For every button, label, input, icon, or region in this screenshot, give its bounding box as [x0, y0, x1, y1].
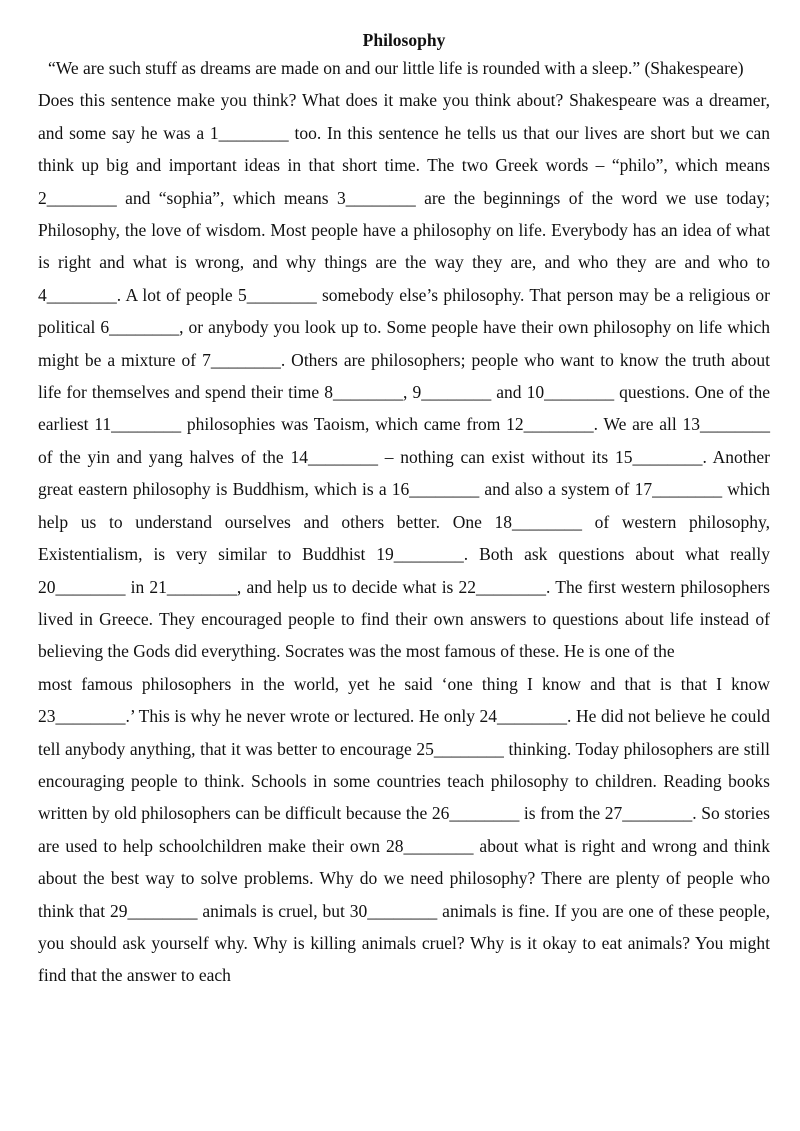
document-page	[38, 28, 770, 992]
paragraph-2: most famous philosophers in the world, yet he said ‘one thing I know and that is that I know 23________.’ This is why he never wrote or lectured. He only 24________. He did not believe he could tell anybody anything, that it was better to encourage 25________ thinking. Today philosophers are still encouraging people to think. Schools in some countries teach philosophy to children. Reading books written by old philosophers can be difficult because the 26________ is from the 27________. So stories are used to help schoolchildren make their own 28________ about what is right and wrong and think about the best way to solve problems. Why do we need philosophy? There are plenty of people who think that 29________ animals is cruel, but 30________ animals is fine. If you are one of these people, you should ask yourself why. Why is killing animals cruel? Why is it okay to eat animals? You might find that the answer to each	[38, 673, 770, 986]
opening-quote: “We are such stuff as dreams are made on and our little life is rounded with a sleep.” (Shakespeare)	[48, 58, 744, 78]
document-title: Philosophy	[362, 30, 446, 50]
paragraph-1: Does this sentence make you think? What does it make you think about? Shakespeare was a dreamer, and some say he was a 1________ too. In this sentence he tells us that our lives are short but we can think up big and important ideas in that short time. The two Greek words – “philo”, which means 2________ and “sophia”, which means 3________ are the beginnings of the word we use today; Philosophy, the love of wisdom. Most people have a philosophy on life. Everybody has an idea of what is right and what is wrong, and why things are the way they are, and who they are and who to 4________. A lot of people 5________ somebody else’s philosophy. That person may be a religious or political 6________, or anybody you look up to. Some people have their own philosophy on life which might be a mixture of 7________. Others are philosophers; people who want to know the truth about life for themselves and spend their time 8________, 9________ and 10________ questions. One of the earliest 11________ philosophies was Taoism, which came from 12________. We are all 13________ of the yin and yang halves of the 14________ – nothing can exist without its 15________. Another great eastern philosophy is Buddhism, which is a 16________ and also a system of 17________ which help us to understand ourselves and others better. One 18________ of western philosophy, Existentialism, is very similar to Buddhist 19________. Both ask questions about what really 20________ in 21________, and help us to decide what is 22________. The first western philosophers lived in Greece. They encouraged people to find their own answers to questions about life instead of believing the Gods did everything. Socrates was the most famous of these. He is one of the	[38, 90, 770, 662]
